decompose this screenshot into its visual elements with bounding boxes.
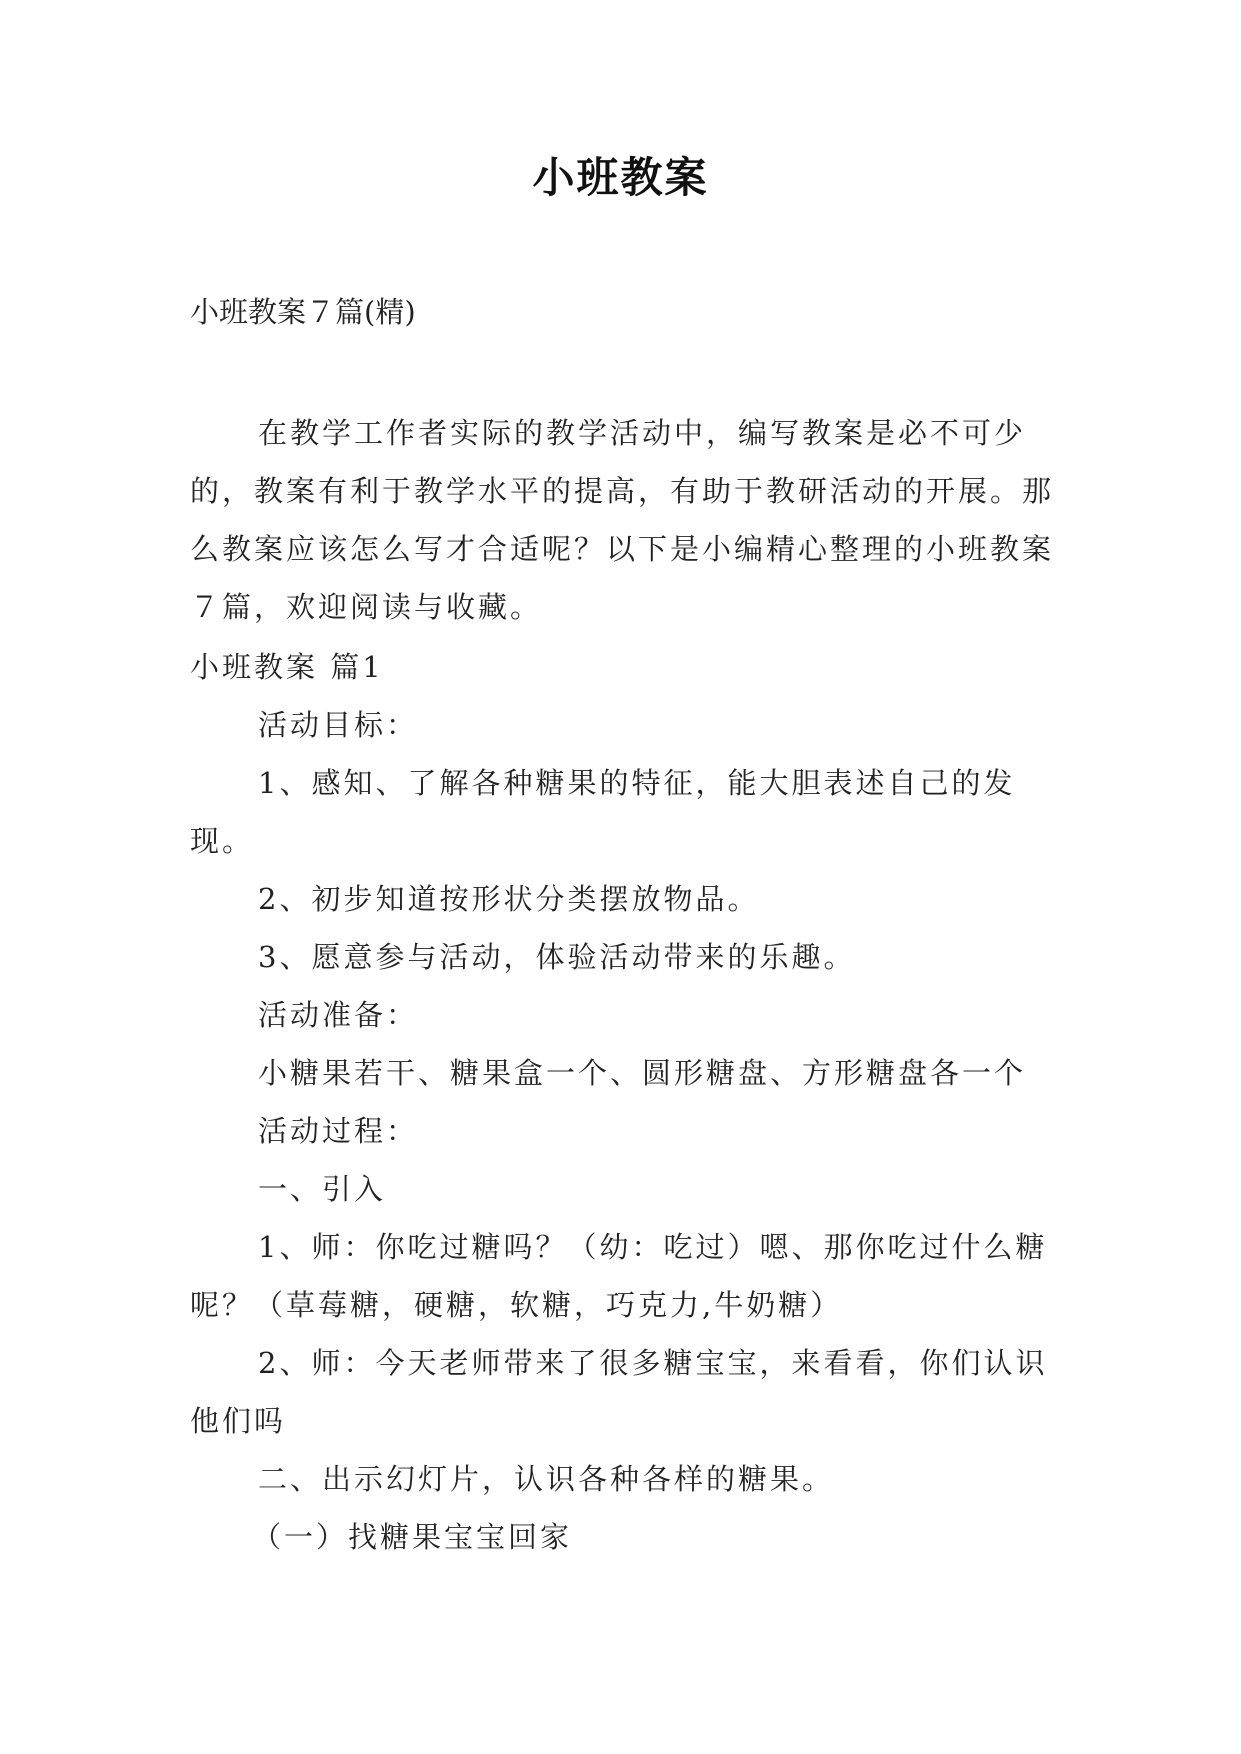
process-step-intro: 一、引入 xyxy=(258,1172,387,1206)
process-item-1: 1、师：你吃过糖吗？（幼：吃过）嗯、那你吃过什么糖呢？（草莓糖，硬糖，软糖，巧克力,牛奶糖） xyxy=(190,1230,1048,1322)
process-label: 活动过程： xyxy=(258,1114,419,1148)
document-subtitle: 小班教案７篇(精) xyxy=(190,295,416,329)
objective-item-2: 2、初步知道按形状分类摆放物品。 xyxy=(258,882,760,916)
preparation-label: 活动准备： xyxy=(258,998,419,1032)
lesson-plan-section xyxy=(190,638,1070,1566)
process-item-2: 2、师：今天老师带来了很多糖宝宝，来看看，你们认识他们吗 xyxy=(190,1346,1048,1438)
process-step-slides: 二、出示幻灯片，认识各种各样的糖果。 xyxy=(258,1462,835,1496)
objectives-label: 活动目标： xyxy=(258,708,419,742)
process-substep-1: （一）找糖果宝宝回家 xyxy=(252,1520,573,1554)
document-title: 小班教案 xyxy=(532,153,709,202)
intro-section xyxy=(190,404,1070,636)
objective-item-3: 3、愿意参与活动，体验活动带来的乐趣。 xyxy=(258,940,856,974)
section-heading: 小班教案 篇1 xyxy=(190,650,384,684)
preparation-text: 小糖果若干、糖果盒一个、圆形糖盘、方形糖盘各一个 xyxy=(258,1056,1027,1090)
intro-paragraph: 在教学工作者实际的教学活动中，编写教案是必不可少的，教案有利于教学水平的提高，有助于教研活动的开展。那么教案应该怎么写才合适呢？以下是小编精心整理的小班教案７篇，欢迎阅读与收藏。 xyxy=(190,416,1055,624)
objective-item-1: 1、感知、了解各种糖果的特征，能大胆表述自己的发现。 xyxy=(190,766,1016,858)
